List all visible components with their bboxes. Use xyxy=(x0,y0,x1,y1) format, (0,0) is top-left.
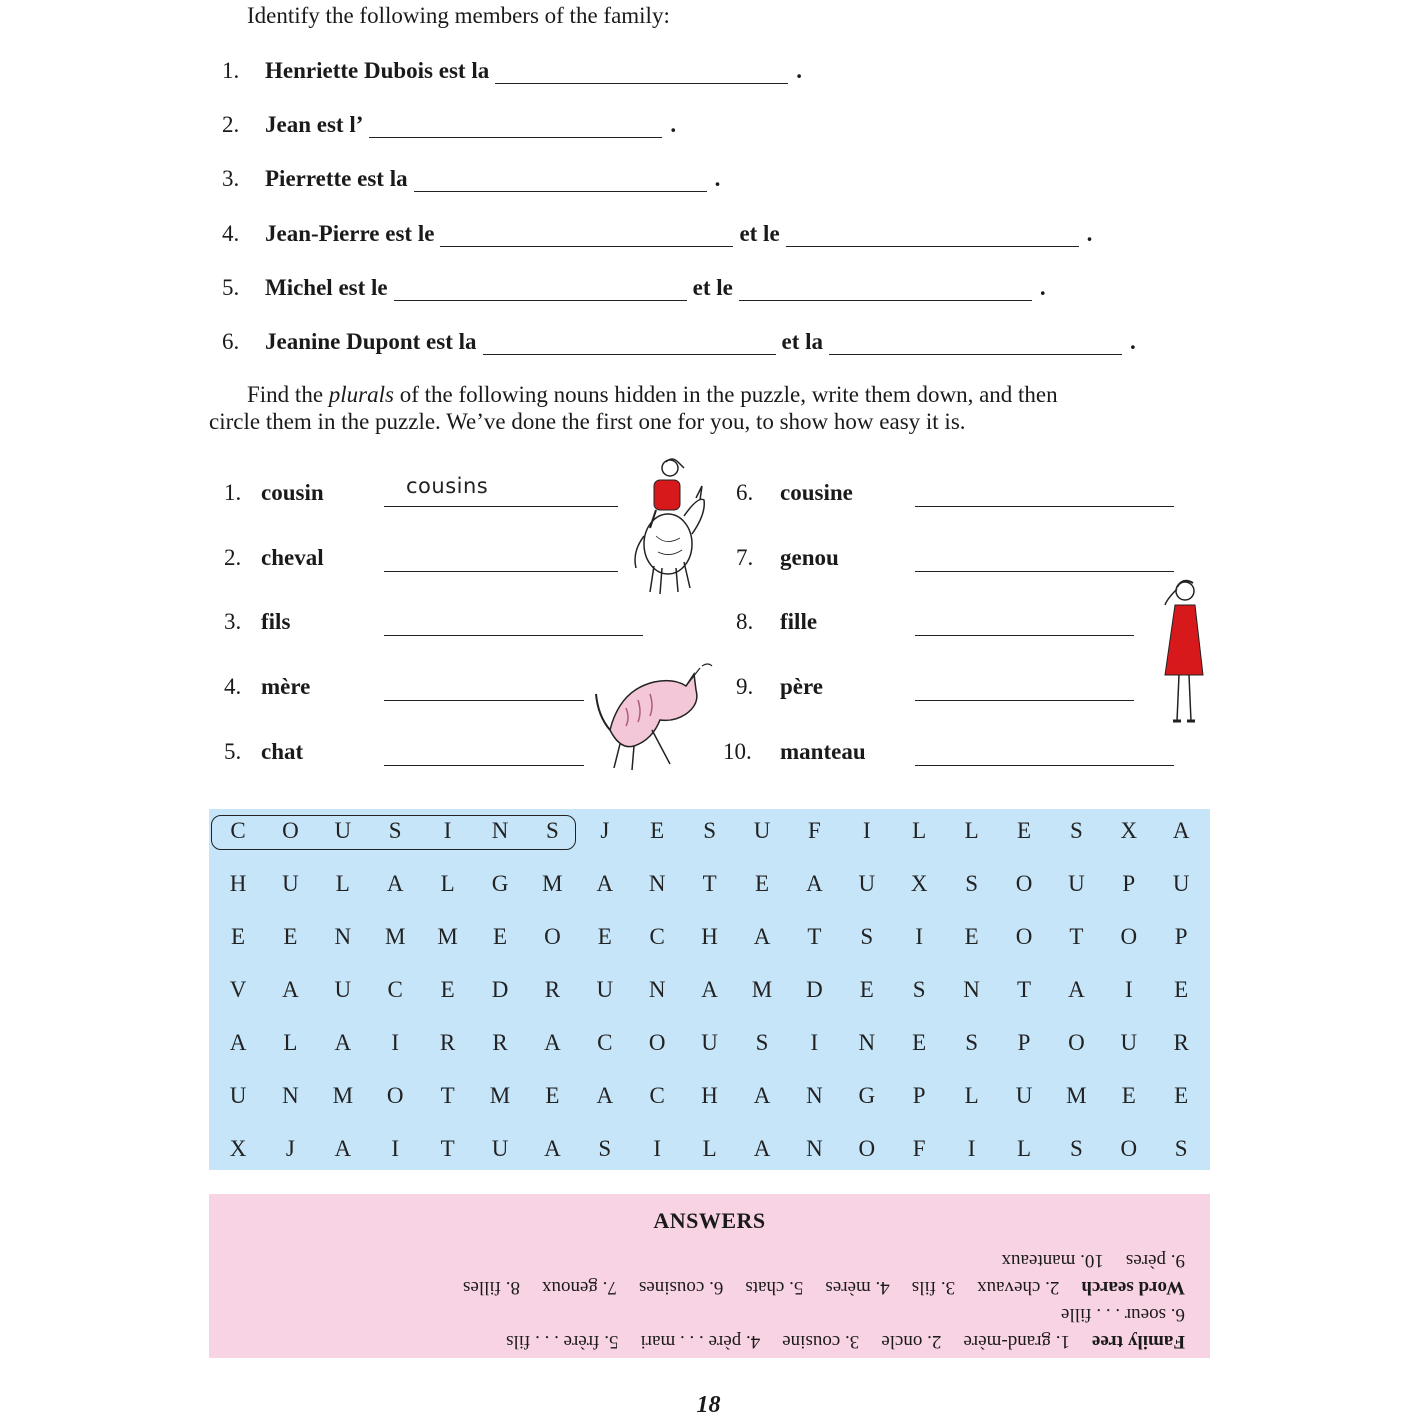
answers-label: Family tree xyxy=(1091,1331,1185,1352)
answers-family-tree xyxy=(506,1330,1185,1352)
answer-blank[interactable] xyxy=(915,700,1134,701)
puzzle-letter[interactable]: U xyxy=(1015,1083,1033,1108)
item-word: genou xyxy=(780,545,839,570)
puzzle-letter[interactable]: A xyxy=(806,871,823,896)
puzzle-letter[interactable]: O xyxy=(648,1030,666,1055)
puzzle-letter[interactable]: C xyxy=(649,924,665,949)
answer-blank[interactable] xyxy=(384,506,618,507)
puzzle-letter[interactable]: A xyxy=(229,1030,247,1055)
item-number: 1. xyxy=(222,58,240,83)
puzzle-letter[interactable]: E xyxy=(859,977,874,1002)
puzzle-letter[interactable]: A xyxy=(753,1136,771,1161)
item-word: cousine xyxy=(780,480,853,505)
puzzle-letter[interactable]: U xyxy=(1172,871,1190,896)
answer-blank[interactable] xyxy=(414,170,707,192)
puzzle-letter[interactable]: S xyxy=(912,977,926,1002)
example-circle xyxy=(211,815,576,850)
puzzle-letter[interactable]: L xyxy=(440,871,455,896)
identify-item-6 xyxy=(222,325,1136,355)
item-prompt: Jeanine Dupont est la xyxy=(265,329,477,354)
puzzle-letter[interactable]: H xyxy=(701,1083,718,1108)
puzzle-letter[interactable]: I xyxy=(862,818,871,843)
answers-box xyxy=(209,1194,1210,1358)
puzzle-letter[interactable]: L xyxy=(964,1083,979,1108)
puzzle-letter[interactable]: S xyxy=(755,1030,769,1055)
puzzle-letter[interactable]: L xyxy=(283,1030,298,1055)
puzzle-letter[interactable]: A xyxy=(596,871,614,896)
plurals-instructions-line2: circle them in the puzzle. We’ve done the first one for you, to show how easy it is. xyxy=(209,409,966,434)
puzzle-letter[interactable]: S xyxy=(965,871,978,896)
answer-blank[interactable] xyxy=(786,225,1079,247)
answer-text: 6. soeur . . . fille xyxy=(1060,1304,1185,1325)
item-number: 2. xyxy=(222,112,240,137)
item-word: cheval xyxy=(261,545,324,570)
answers-label: Word search xyxy=(1081,1277,1185,1298)
item-period: . xyxy=(714,166,721,191)
puzzle-letter[interactable]: I xyxy=(391,1030,400,1055)
puzzle-letter[interactable]: A xyxy=(544,1136,561,1161)
puzzle-letter[interactable]: A xyxy=(1068,977,1085,1002)
puzzle-letter[interactable]: P xyxy=(1017,1030,1031,1055)
identify-item-2 xyxy=(222,108,676,138)
instruction-emphasis: plurals xyxy=(328,382,394,407)
puzzle-letter[interactable]: O xyxy=(282,818,299,843)
puzzle-letter[interactable]: N xyxy=(491,818,509,843)
puzzle-letter[interactable]: F xyxy=(807,818,821,843)
puzzle-letter[interactable]: T xyxy=(1016,977,1032,1002)
puzzle-letter[interactable]: O xyxy=(1015,871,1033,896)
puzzle-letter[interactable]: E xyxy=(1174,1083,1189,1108)
puzzle-letter[interactable]: N xyxy=(806,1136,823,1161)
answer-blank[interactable] xyxy=(384,700,584,701)
answer-text: 8. filles xyxy=(462,1277,520,1298)
puzzle-letter[interactable]: E xyxy=(492,924,508,949)
page-number: 18 xyxy=(696,1392,721,1417)
puzzle-letter[interactable]: A xyxy=(334,1030,352,1055)
puzzle-letter[interactable]: U xyxy=(701,1030,718,1055)
puzzle-letter[interactable]: E xyxy=(964,924,979,949)
cat-illustration xyxy=(590,660,718,772)
puzzle-letter[interactable]: D xyxy=(806,977,823,1002)
item-word: fille xyxy=(780,609,818,634)
puzzle-letter[interactable]: M xyxy=(489,1083,511,1108)
puzzle-letter[interactable]: U xyxy=(334,977,352,1002)
puzzle-letter[interactable]: S xyxy=(1069,818,1083,843)
puzzle-letter[interactable]: N xyxy=(963,977,980,1002)
puzzle-letter[interactable]: E xyxy=(283,924,298,949)
puzzle-letter[interactable]: M xyxy=(437,924,458,949)
answer-blank[interactable] xyxy=(440,225,733,247)
item-word: mère xyxy=(261,674,311,699)
item-prompt: Henriette Dubois est la xyxy=(265,58,490,83)
puzzle-letter[interactable]: U xyxy=(229,1083,247,1108)
puzzle-letter[interactable]: N xyxy=(334,924,352,949)
puzzle-letter[interactable]: A xyxy=(753,924,771,949)
puzzle-letter[interactable]: S xyxy=(860,924,874,949)
answers-word-search-2 xyxy=(1002,1249,1185,1271)
puzzle-letter[interactable]: I xyxy=(915,924,924,949)
item-number: 6. xyxy=(222,329,240,354)
puzzle-letter[interactable]: P xyxy=(912,1083,926,1108)
item-word: manteau xyxy=(780,739,866,764)
item-number: 5. xyxy=(224,739,242,764)
puzzle-letter[interactable]: U xyxy=(491,1136,509,1161)
item-word: fils xyxy=(261,609,291,634)
item-period: . xyxy=(1086,221,1093,246)
girl-on-horse-illustration xyxy=(626,456,708,596)
item-number: 3. xyxy=(222,166,240,191)
identify-item-3 xyxy=(222,162,720,192)
puzzle-letter[interactable]: N xyxy=(806,1083,823,1108)
puzzle-letter[interactable]: R xyxy=(544,977,561,1002)
answer-text: 5. frère . . . fils xyxy=(506,1331,619,1352)
item-number: 5. xyxy=(222,275,240,300)
answer-blank[interactable] xyxy=(495,62,788,84)
item-number: 4. xyxy=(222,221,240,246)
item-connector: et le xyxy=(692,275,733,300)
puzzle-letter[interactable]: M xyxy=(542,871,563,896)
puzzle-letter[interactable]: A xyxy=(334,1136,352,1161)
item-connector: et la xyxy=(781,329,824,354)
answer-text: 1. grand-mère xyxy=(963,1331,1070,1352)
puzzle-letter[interactable]: L xyxy=(964,818,979,843)
puzzle-letter[interactable]: O xyxy=(544,924,561,949)
puzzle-letter[interactable]: S xyxy=(388,818,402,843)
item-prompt: Jean est l’ xyxy=(265,112,364,137)
puzzle-letter[interactable]: A xyxy=(1172,818,1190,843)
puzzle-letter[interactable]: E xyxy=(597,924,612,949)
answer-text: 2. oncle xyxy=(881,1331,942,1352)
puzzle-letter[interactable]: O xyxy=(386,1083,404,1108)
answer-blank[interactable] xyxy=(483,333,776,355)
puzzle-letter[interactable]: X xyxy=(910,871,928,896)
identify-item-1 xyxy=(222,54,802,84)
identify-item-5 xyxy=(222,271,1046,301)
example-answer: cousins xyxy=(406,474,489,498)
answer-text: 3. cousine xyxy=(782,1331,860,1352)
puzzle-letter[interactable]: I xyxy=(443,818,452,843)
puzzle-letter[interactable]: J xyxy=(285,1136,295,1161)
puzzle-letter[interactable]: T xyxy=(1069,924,1084,949)
puzzle-letter[interactable]: E xyxy=(1121,1083,1136,1108)
puzzle-letter[interactable]: I xyxy=(967,1136,976,1161)
puzzle-letter[interactable]: U xyxy=(596,977,614,1002)
answer-blank[interactable] xyxy=(915,571,1174,572)
item-connector: et le xyxy=(739,221,780,246)
puzzle-letter[interactable]: A xyxy=(596,1083,614,1108)
answer-text: 10. manteaux xyxy=(1001,1250,1104,1271)
puzzle-letter[interactable]: L xyxy=(1016,1136,1032,1161)
plurals-instructions xyxy=(247,381,1207,408)
instruction-text: of the following nouns hidden in the puzzle, write them down, and then xyxy=(393,382,1058,407)
puzzle-letter[interactable]: N xyxy=(648,871,666,896)
puzzle-letter[interactable]: N xyxy=(858,1030,876,1055)
puzzle-letter[interactable]: N xyxy=(648,977,666,1002)
item-number: 4. xyxy=(224,674,242,699)
puzzle-letter[interactable]: G xyxy=(858,1083,876,1108)
puzzle-letter[interactable]: U xyxy=(1120,1030,1138,1055)
puzzle-letter[interactable]: G xyxy=(491,871,509,896)
puzzle-letter[interactable]: C xyxy=(649,1083,665,1108)
puzzle-letter[interactable]: U xyxy=(753,818,771,843)
puzzle-letter[interactable]: E xyxy=(440,977,455,1002)
answer-blank[interactable] xyxy=(384,571,618,572)
item-number: 2. xyxy=(224,545,242,570)
puzzle-letter[interactable]: U xyxy=(334,818,352,843)
item-word: père xyxy=(780,674,824,699)
answer-blank[interactable] xyxy=(369,116,662,138)
puzzle-letter[interactable]: X xyxy=(229,1136,247,1161)
answer-blank[interactable] xyxy=(739,279,1032,301)
puzzle-letter[interactable]: C xyxy=(597,1030,613,1055)
puzzle-letter[interactable]: I xyxy=(391,1136,400,1161)
answer-blank[interactable] xyxy=(384,635,643,636)
answer-text: 7. genoux xyxy=(541,1277,617,1298)
puzzle-letter[interactable]: E xyxy=(1174,977,1189,1002)
puzzle-letter[interactable]: T xyxy=(807,924,822,949)
answers-title: ANSWERS xyxy=(653,1208,766,1233)
answer-blank[interactable] xyxy=(829,333,1122,355)
puzzle-letter[interactable]: S xyxy=(1069,1136,1083,1161)
puzzle-letter[interactable]: M xyxy=(384,924,406,949)
answer-text: 2. chevaux xyxy=(977,1277,1060,1298)
puzzle-letter[interactable]: O xyxy=(1120,924,1138,949)
puzzle-letter[interactable]: A xyxy=(753,1083,771,1108)
puzzle-letter[interactable]: R xyxy=(1173,1030,1189,1055)
puzzle-letter[interactable]: O xyxy=(1120,1136,1138,1161)
puzzle-letter[interactable]: E xyxy=(1016,818,1032,843)
item-number: 7. xyxy=(736,545,754,570)
answers-upside-down xyxy=(233,1240,1185,1352)
answer-blank[interactable] xyxy=(915,635,1134,636)
puzzle-letter[interactable]: O xyxy=(1068,1030,1085,1055)
puzzle-letter[interactable]: A xyxy=(701,977,718,1002)
item-period: . xyxy=(1039,275,1046,300)
puzzle-letter[interactable]: E xyxy=(912,1030,927,1055)
answers-family-tree-2 xyxy=(1061,1303,1185,1325)
puzzle-letter[interactable]: C xyxy=(387,977,403,1002)
puzzle-letter[interactable]: A xyxy=(282,977,299,1002)
puzzle-letter[interactable]: T xyxy=(440,1083,455,1108)
item-period: . xyxy=(796,58,802,83)
puzzle-letter[interactable]: J xyxy=(600,818,610,843)
girl-in-red-dress-illustration xyxy=(1155,575,1213,730)
puzzle-letter[interactable]: U xyxy=(282,871,299,896)
puzzle-letter[interactable]: P xyxy=(1174,924,1188,949)
item-number: 6. xyxy=(736,480,754,505)
puzzle-letter[interactable]: I xyxy=(653,1136,662,1161)
item-number: 3. xyxy=(224,609,242,634)
puzzle-letter[interactable]: T xyxy=(702,871,717,896)
item-number: 1. xyxy=(224,480,242,505)
puzzle-letter[interactable]: C xyxy=(230,818,246,843)
instruction-text: Find the xyxy=(247,382,329,407)
answer-text: 6. cousines xyxy=(638,1277,724,1298)
item-word: chat xyxy=(261,739,304,764)
answers-word-search xyxy=(463,1276,1185,1298)
puzzle-letter[interactable]: S xyxy=(598,1136,612,1161)
puzzle-letter[interactable]: P xyxy=(1122,871,1136,896)
answer-blank[interactable] xyxy=(915,765,1174,766)
item-period: . xyxy=(670,112,677,137)
item-prompt: Jean-Pierre est le xyxy=(265,221,435,246)
puzzle-letter[interactable]: D xyxy=(491,977,509,1002)
puzzle-letter[interactable]: U xyxy=(858,871,876,896)
identify-instructions: Identify the following members of the family: xyxy=(247,3,670,28)
answer-blank[interactable] xyxy=(915,506,1174,507)
puzzle-letter[interactable]: L xyxy=(912,818,927,843)
answer-blank[interactable] xyxy=(394,279,687,301)
puzzle-letter[interactable]: I xyxy=(1124,977,1133,1002)
answer-text: 5. chats xyxy=(745,1277,804,1298)
puzzle-letter[interactable]: U xyxy=(1068,871,1085,896)
puzzle-letter[interactable]: A xyxy=(386,871,404,896)
puzzle-letter[interactable]: S xyxy=(1174,1136,1188,1161)
answer-blank[interactable] xyxy=(384,765,584,766)
puzzle-letter[interactable]: N xyxy=(282,1083,299,1108)
answer-text: 9. pères xyxy=(1125,1250,1185,1271)
item-period: . xyxy=(1130,329,1136,354)
item-number: 10. xyxy=(723,739,752,764)
puzzle-letter[interactable]: A xyxy=(544,1030,561,1055)
puzzle-letter[interactable]: S xyxy=(545,818,559,843)
puzzle-letter[interactable]: L xyxy=(335,871,350,896)
puzzle-letter[interactable]: H xyxy=(701,924,718,949)
puzzle-letter[interactable]: R xyxy=(439,1030,456,1055)
puzzle-letter[interactable]: E xyxy=(650,818,665,843)
puzzle-letter[interactable]: E xyxy=(754,871,770,896)
identify-item-4 xyxy=(222,217,1092,247)
puzzle-letter[interactable]: O xyxy=(858,1136,876,1161)
puzzle-letter[interactable]: M xyxy=(332,1083,354,1108)
puzzle-letter[interactable]: R xyxy=(492,1030,508,1055)
answer-text: 4. mères xyxy=(825,1277,890,1298)
puzzle-letter[interactable]: I xyxy=(810,1030,819,1055)
puzzle-letter[interactable]: E xyxy=(230,924,246,949)
puzzle-letter[interactable]: H xyxy=(229,871,247,896)
puzzle-letter[interactable]: X xyxy=(1120,818,1138,843)
puzzle-letter[interactable]: S xyxy=(703,818,716,843)
puzzle-letter[interactable]: T xyxy=(440,1136,455,1161)
puzzle-letter[interactable]: M xyxy=(751,977,773,1002)
item-word: cousin xyxy=(261,480,324,505)
item-number: 9. xyxy=(736,674,754,699)
puzzle-letter[interactable]: L xyxy=(702,1136,717,1161)
puzzle-letter[interactable]: S xyxy=(965,1030,978,1055)
puzzle-letter[interactable]: F xyxy=(912,1136,926,1161)
puzzle-letter[interactable]: V xyxy=(229,977,247,1002)
item-number: 8. xyxy=(736,609,754,634)
answer-text: 3. fils xyxy=(911,1277,956,1298)
puzzle-letter[interactable]: E xyxy=(545,1083,560,1108)
item-prompt: Michel est le xyxy=(265,275,388,300)
puzzle-letter[interactable]: O xyxy=(1015,924,1033,949)
item-prompt: Pierrette est la xyxy=(265,166,408,191)
answer-text: 4. père . . . mari xyxy=(640,1331,761,1352)
puzzle-letter[interactable]: M xyxy=(1066,1083,1087,1108)
